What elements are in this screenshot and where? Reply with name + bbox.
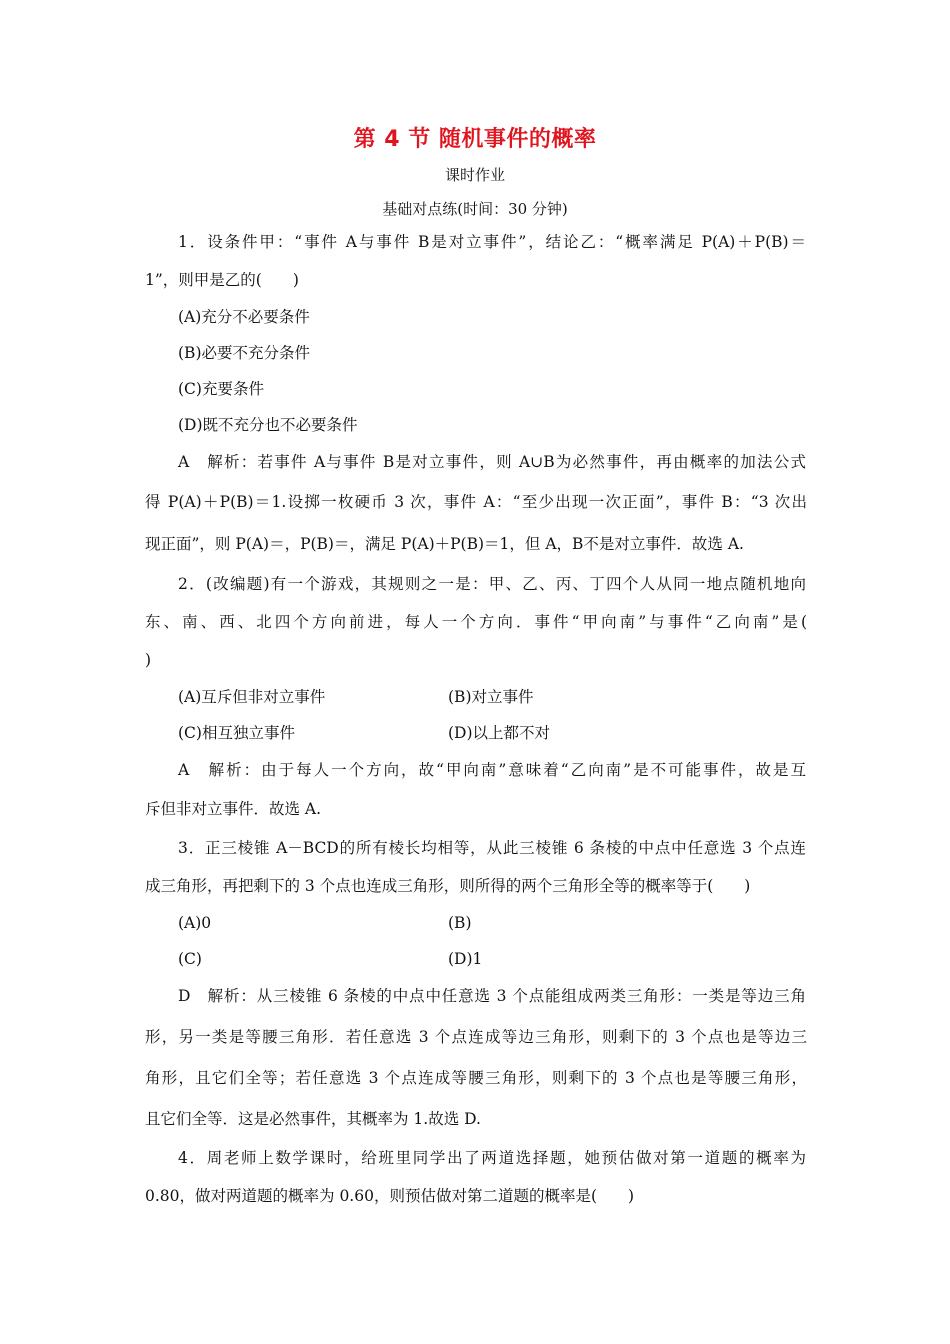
q3-solution-line2: 形，另一类是等腰三角形．若任意选 3 个点连成等边三角形，则剩下的 3 个点也是等边三 <box>145 1028 807 1046</box>
q1-solution-line3: 现正面”，则 P(A)＝，P(B)＝，满足 P(A)＋P(B)＝1，但 A，B不是对立事件．故选 A. <box>145 535 744 553</box>
q1-option-d: (D)既不充分也不必要条件 <box>178 416 358 434</box>
q1-option-c: (C)充要条件 <box>178 380 264 398</box>
q2-option-d: (D)以上都不对 <box>448 724 551 742</box>
q2-stem-line2: 东、南、西、北四个方向前进，每人一个方向．事件“甲向南”与事件“乙向南”是( <box>145 613 807 631</box>
q3-option-b: (B) <box>448 914 472 932</box>
q2-solution-line1: A 解析：由于每人一个方向，故“甲向南”意味着“乙向南”是不可能事件，故是互 <box>178 761 806 779</box>
q3-option-d: (D)1 <box>448 950 483 968</box>
q2-solution-line2: 斥但非对立事件．故选 A. <box>145 800 322 818</box>
q1-stem-line2: 1”，则甲是乙的( ) <box>145 271 299 289</box>
q2-option-b: (B)对立事件 <box>448 688 534 706</box>
section-label: 课时作业 <box>444 166 505 184</box>
q2-stem-line3: ) <box>145 651 152 669</box>
q2-option-a: (A)互斥但非对立事件 <box>178 688 326 706</box>
q3-solution-line4: 且它们全等．这是必然事件，其概率为 1.故选 D. <box>145 1110 481 1128</box>
q3-stem-line1: 3．正三棱锥 A－BCD的所有棱长均相等，从此三棱锥 6 条棱的中点中任意选 3 个点连 <box>178 839 806 857</box>
page-title: 第 4 节 随机事件的概率 <box>353 127 597 152</box>
q1-solution-line2: 得 P(A)＋P(B)＝1.设掷一枚硬币 3 次，事件 A：“至少出现一次正面”，事件 B：“3 次出 <box>145 493 807 511</box>
practice-heading: 基础对点练(时间：30 分钟) <box>382 200 568 218</box>
q3-solution-line3: 角形，且它们全等；若任意选 3 个点连成等腰三角形，则剩下的 3 个点也是等腰三角形， <box>145 1069 807 1087</box>
q3-option-c: (C) <box>178 950 202 968</box>
q3-stem-line2: 成三角形，再把剩下的 3 个点也连成三角形，则所得的两个三角形全等的概率等于( ) <box>145 877 751 895</box>
q1-option-a: (A)充分不必要条件 <box>178 308 310 326</box>
q2-option-c: (C)相互独立事件 <box>178 724 295 742</box>
q2-stem-line1: 2．(改编题)有一个游戏，其规则之一是：甲、乙、丙、丁四个人从同一地点随机地向 <box>178 575 806 593</box>
q1-option-b: (B)必要不充分条件 <box>178 344 310 362</box>
q3-solution-line1: D 解析：从三棱锥 6 条棱的中点中任意选 3 个点能组成两类三角形：一类是等边三角 <box>178 987 806 1005</box>
q4-stem-line2: 0.80，做对两道题的概率为 0.60，则预估做对第二道题的概率是( ) <box>145 1187 635 1205</box>
q4-stem-line1: 4．周老师上数学课时，给班里同学出了两道选择题，她预估做对第一道题的概率为 <box>178 1149 806 1167</box>
q1-solution-line1: A 解析：若事件 A与事件 B是对立事件，则 A∪B为必然事件，再由概率的加法公式 <box>178 453 806 471</box>
q3-option-a: (A)0 <box>178 914 212 932</box>
q1-stem-line1: 1．设条件甲：“事件 A与事件 B是对立事件”，结论乙：“概率满足 P(A)＋P(B)＝ <box>178 233 806 251</box>
